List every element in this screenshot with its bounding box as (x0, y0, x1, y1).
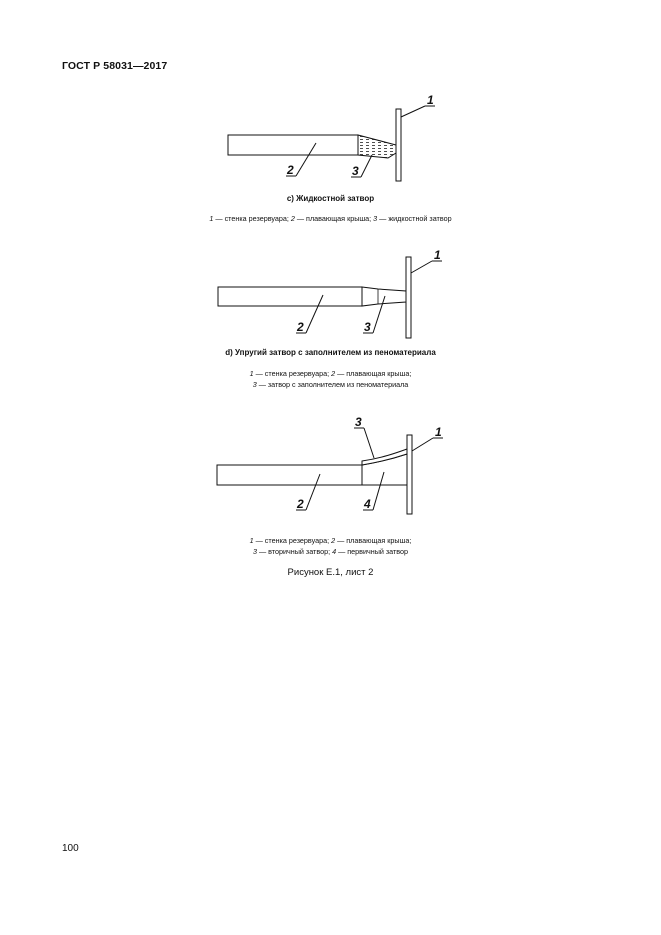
figure-d-legend (0, 368, 661, 390)
figure-d-drawing (218, 248, 442, 338)
figure-d-floating-roof (218, 287, 362, 306)
legend-text: — стенка резервуара; (253, 536, 332, 545)
figure-e-label-3: 3 (355, 415, 362, 429)
figure-e-legend (0, 535, 661, 557)
figure-d-label-3: 3 (364, 320, 371, 334)
figure-e-floating-roof (217, 465, 362, 485)
legend-key: 3 (373, 214, 378, 223)
figure-c-label-2: 2 (287, 163, 294, 177)
figure-c-drawing (228, 93, 435, 181)
legend-key: 2 (331, 369, 336, 378)
document-header: ГОСТ Р 58031—2017 (62, 60, 168, 72)
figure-e-label-1: 1 (435, 425, 442, 439)
page-number: 100 (62, 843, 79, 854)
legend-text: — затвор с заполнителем из пеноматериала (256, 380, 409, 389)
legend-line (0, 535, 661, 546)
legend-line (0, 379, 661, 390)
figure-c-tank-wall (396, 109, 401, 181)
figure-c-label-1: 1 (427, 93, 434, 107)
legend-text: — плавающая крыша; (335, 536, 412, 545)
figure-d-caption: d) Упругий затвор с заполнителем из пеноматериала (225, 348, 436, 357)
legend-text: — первичный затвор (336, 547, 409, 556)
figure-d-foam-seal (362, 287, 406, 306)
figure-d-label-1: 1 (434, 248, 441, 262)
legend-line (0, 546, 661, 557)
legend-text: — плавающая крыша; (294, 214, 374, 223)
legend-text: — жидкостной затвор (377, 214, 452, 223)
legend-key: 1 (209, 214, 214, 223)
legend-text: — плавающая крыша; (335, 369, 412, 378)
legend-key: 4 (332, 547, 337, 556)
legend-key: 3 (252, 547, 257, 556)
figure-title: Рисунок Е.1, лист 2 (287, 567, 374, 578)
legend-key: 1 (249, 536, 254, 545)
figure-c-label-3: 3 (352, 164, 359, 178)
legend-text: — вторичный затвор; (256, 547, 333, 556)
figure-e-label-4: 4 (364, 497, 371, 511)
figure-c-legend (0, 213, 661, 224)
legend-text: — стенка резервуара; (213, 214, 291, 223)
legend-key: 1 (249, 369, 254, 378)
figure-d-label-2: 2 (297, 320, 304, 334)
legend-text: — стенка резервуара; (253, 369, 332, 378)
figure-e-tank-wall (407, 435, 412, 514)
legend-line (0, 368, 661, 379)
legend-line (0, 213, 661, 224)
legend-key: 2 (331, 536, 336, 545)
legend-key: 2 (290, 214, 295, 223)
figure-e-label-2: 2 (297, 497, 304, 511)
figure-d-tank-wall (406, 257, 411, 338)
legend-key: 3 (252, 380, 257, 389)
figure-c-floating-roof (228, 135, 358, 155)
figure-c-caption: с) Жидкостной затвор (286, 194, 375, 203)
figure-e-drawing (217, 415, 443, 514)
figure-c-liquid-seal (358, 135, 396, 158)
